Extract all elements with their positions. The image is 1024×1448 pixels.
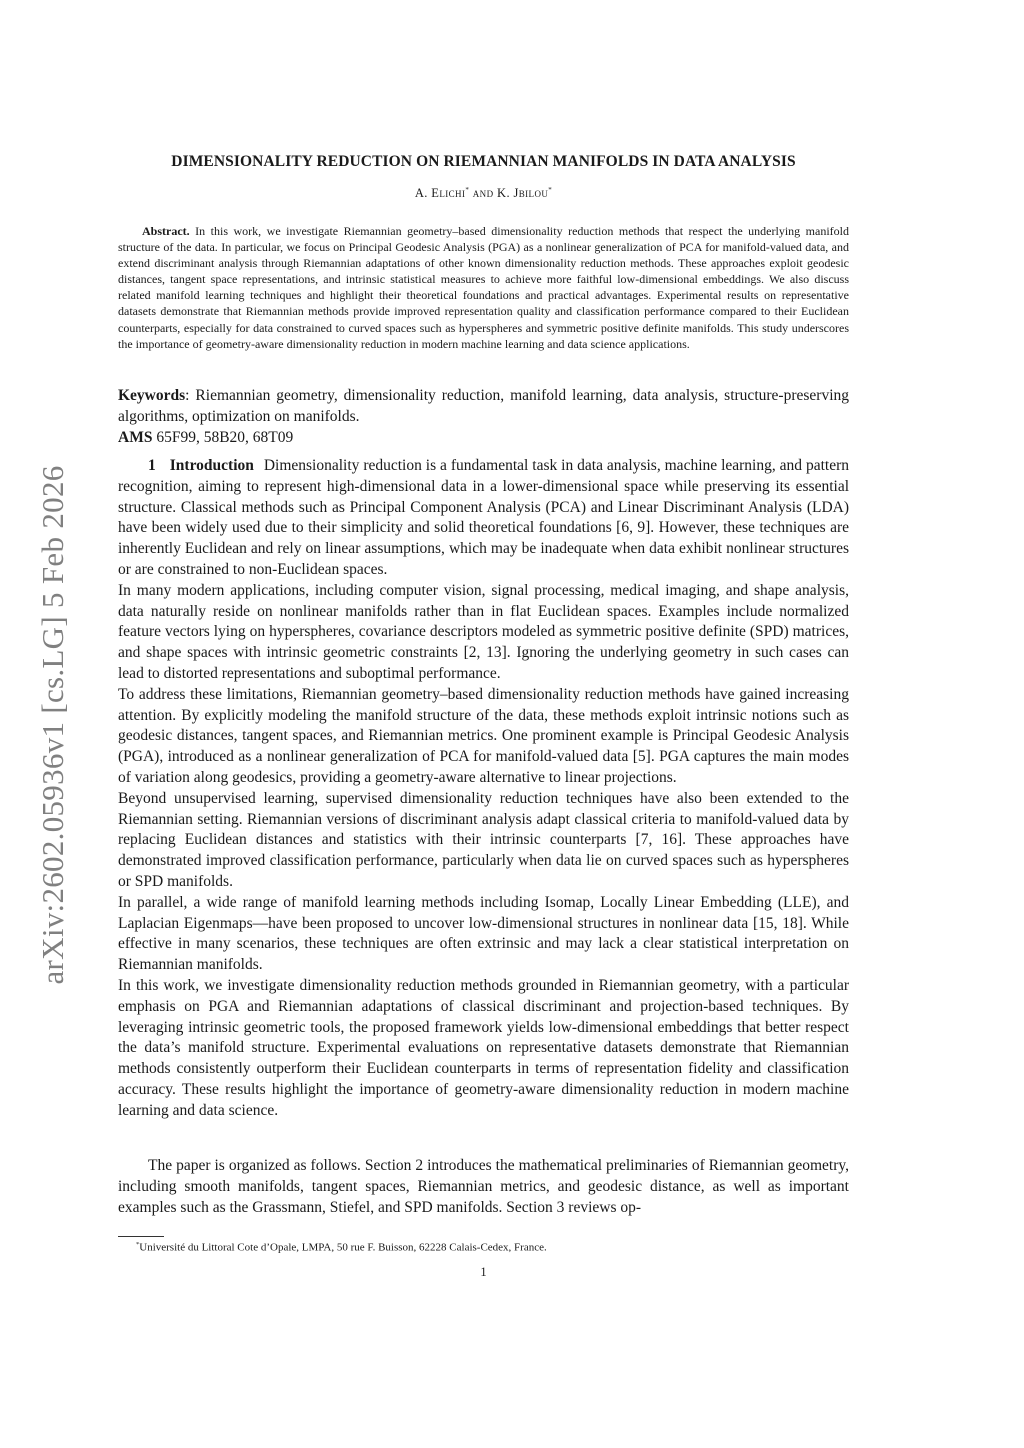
footnote	[118, 1241, 849, 1254]
page-number: 1	[480, 1265, 487, 1279]
author-conjunction: and	[472, 186, 494, 201]
abstract-label: Abstract.	[142, 224, 190, 238]
intro-paragraph-4: Beyond unsupervised learning, supervised dimensionality reduction techniques have also been extended to the Riemannian setting. Riemannian versions of discriminant analysis adapt classical criteria to manifold-valued data by replacing Euclidean distances and statistics with their intrinsic counterparts [7, 16]. These approaches have demonstrated improved classification performance, particularly when data lie on curved spaces such as hyperspheres or SPD manifolds.	[118, 789, 849, 890]
intro-paragraph-2: In many modern applications, including computer vision, signal processing, medical imaging, and shape analysis, data naturally reside on nonlinear manifolds rather than in flat Euclidean spaces. Examples include normalized feature vectors lying on hyperspheres, covariance descriptors modeled as symmetric positive definite (SPD) matrices, and shape spaces with intrinsic geometric constraints [2, 13]. Ignoring the underlying geometry in such cases can lead to distorted representations and suboptimal performance.	[118, 581, 849, 682]
keywords-line	[118, 385, 849, 427]
intro-paragraph-6: In this work, we investigate dimensionality reduction methods grounded in Riemannian geometry, with a particular emphasis on PGA and Riemannian adaptations of classical discriminant and projection-based techniques. By leveraging intrinsic geometric tools, the proposed framework yields low-dimensional embeddings that better respect the data’s manifold structure. Experimental evaluations on representative datasets demonstrate that Riemannian methods consistently outperform their Euclidean counterparts in terms of representation fidelity and classification accuracy. These results highlight the importance of geometry-aware dimensionality reduction in modern machine learning and data science.	[118, 976, 849, 1119]
affiliation-mark-1: *	[465, 186, 470, 194]
organization-paragraph: The paper is organized as follows. Section 2 introduces the mathematical preliminaries of Riemannian geometry, including smooth manifolds, tangent spaces, Riemannian metrics, and geodesic distance, as well as important examples such as the Grassmann, Stiefel, and SPD manifolds. Section 3 reviews op-	[118, 1157, 849, 1216]
intro-paragraph-5: In parallel, a wide range of manifold learning methods including Isomap, Locally Linear Embedding (LLE), and Laplacian Eigenmaps—have been proposed to uncover low-dimensional structures in nonlinear data [15, 18]. While effective in many scenarios, these techniques are often extrinsic and may lack a clear statistical interpretation on Riemannian manifolds.	[118, 893, 849, 974]
intro-paragraph-1	[118, 456, 849, 581]
footnote-text: Université du Littoral Cote d’Opale, LMPA, 50 rue F. Buisson, 62228 Calais-Cedex, France.	[139, 1241, 547, 1254]
keywords-text: : Riemannian geometry, dimensionality reduction, manifold learning, data analysis, structure-preserving algorithms, optimization on manifolds.	[118, 387, 849, 425]
arxiv-identifier	[28, 430, 78, 1020]
intro-paragraph-3: To address these limitations, Riemannian geometry–based dimensionality reduction methods have gained increasing attention. By explicitly modeling the manifold structure of the data, these methods exploit intrinsic notions such as geodesic distances, tangent spaces, and Riemannian metrics. One prominent example is Principal Geodesic Analysis (PGA), introduced as a nonlinear generalization of PCA for manifold-valued data [5]. PGA captures the main modes of variation along geodesics, providing a geometry-aware alternative to linear projections.	[118, 685, 849, 786]
arxiv-id-text: arXiv:2602.05936v1 [cs.LG] 5 Feb 2026	[35, 465, 70, 985]
keywords-label: Keywords	[118, 387, 186, 404]
section-number: 1	[148, 457, 156, 474]
ams-label: AMS	[118, 429, 153, 446]
introduction-section	[118, 456, 849, 1122]
paragraph-text: Dimensionality reduction is a fundamental task in data analysis, machine learning, and pattern recognition, aiming to represent high-dimensional data in a lower-dimensional space while preserving its essential structure. Classical methods such as Principal Component Analysis (PCA) and Linear Discriminant Analysis (LDA) have been widely used due to their simplicity and solid theoretical foundations [6, 9]. However, these techniques are inherently Euclidean and rely on linear assumptions, which may be inadequate when data exhibit nonlinear structures or are constrained to non-Euclidean spaces.	[118, 457, 849, 578]
footnote-mark: *	[136, 1241, 140, 1248]
author-2: K. Jbilou	[497, 186, 549, 201]
footnote-rule	[118, 1236, 164, 1237]
affiliation-mark-2: *	[548, 186, 553, 194]
section-title: Introduction	[169, 457, 254, 474]
paper-title: DIMENSIONALITY REDUCTION ON RIEMANNIAN MANIFOLDS IN DATA ANALYSIS	[171, 153, 796, 170]
ams-line	[118, 427, 849, 448]
abstract-text: In this work, we investigate Riemannian geometry–based dimensionality reduction methods that respect the underlying manifold structure of the data. In particular, we focus on Principal Geodesic Analysis (PGA) as a nonlinear generalization of PCA for manifold-valued data, and extend discriminant analysis through Riemannian adaptations of other known dimensionality reduction methods. These approaches exploit geodesic distances, tangent space representations, and intrinsic statistical measures to achieve more faithful low-dimensional embeddings. We also discuss related manifold learning techniques and highlight their theoretical foundations and practical advantages. Experimental results on representative datasets demonstrate that Riemannian methods provide improved representation quality and classification performance compared to their Euclidean counterparts, especially for data constrained to curved spaces such as hyperspheres and symmetric positive definite manifolds. This study underscores the importance of geometry-aware dimensionality reduction in modern machine learning and data science applications.	[118, 224, 849, 351]
author-line	[118, 186, 849, 201]
author-1: A. Elichi	[414, 186, 466, 201]
ams-codes: 65F99, 58B20, 68T09	[152, 429, 294, 446]
keywords-block	[118, 385, 849, 448]
abstract	[118, 223, 849, 352]
